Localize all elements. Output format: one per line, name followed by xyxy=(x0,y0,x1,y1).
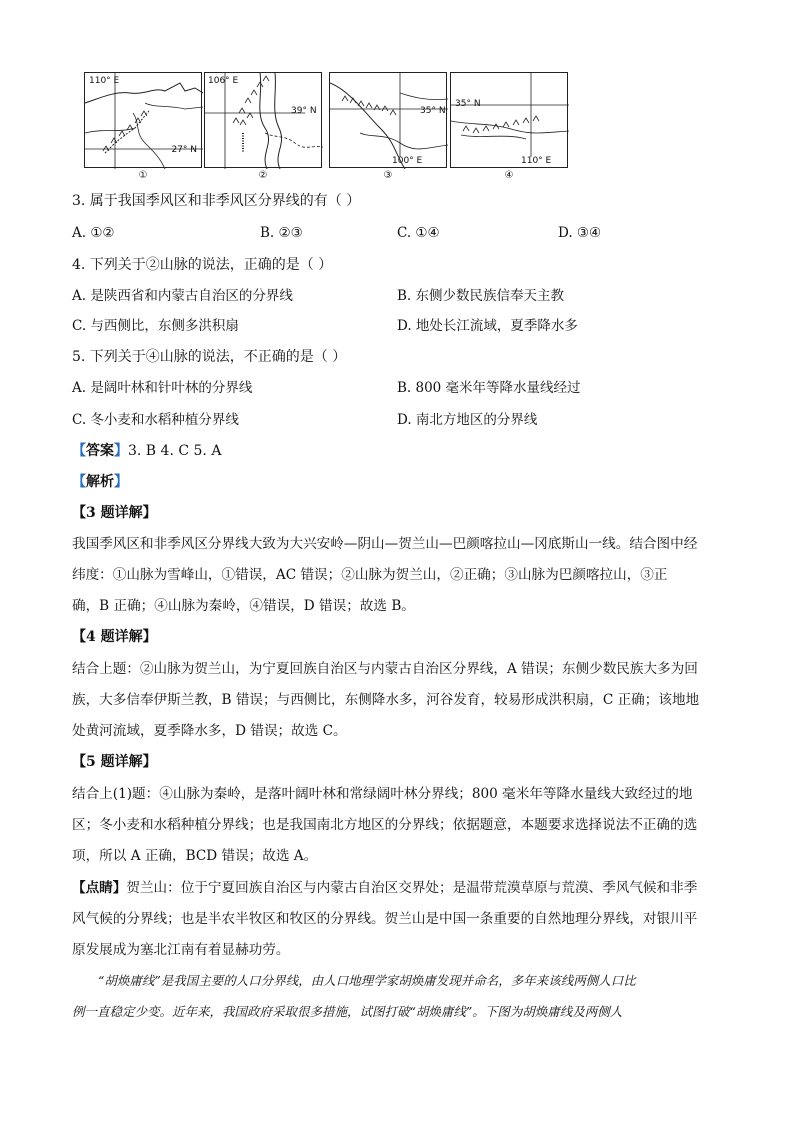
map-4-lon-label: 110° E xyxy=(521,156,552,166)
question-3-stem: 3. 属于我国季风区和非季风区分界线的有（ ） xyxy=(72,193,361,209)
map-4-number: ④ xyxy=(504,170,514,181)
detail-4-title: 【4 题详解】 xyxy=(72,629,157,645)
answer-text: 3. B 4. C 5. A xyxy=(128,443,222,459)
detail-3-title: 【3 题详解】 xyxy=(72,505,157,521)
tip-line-1 xyxy=(72,873,722,904)
map-4 xyxy=(450,72,568,168)
q4-option-b: B. 东侧少数民族信奉天主教 xyxy=(397,288,565,304)
q5-option-a: A. 是阔叶林和针叶林的分界线 xyxy=(72,380,253,396)
detail-5-title: 【5 题详解】 xyxy=(72,754,157,770)
q5-option-b: B. 800 毫米年等降水量线经过 xyxy=(397,380,581,396)
q4-option-c: C. 与西侧比，东侧多洪积扇 xyxy=(72,318,239,334)
map-2 xyxy=(204,72,322,168)
map-2-number: ② xyxy=(258,170,268,181)
question-5-stem: 5. 下列关于④山脉的说法，不正确的是（ ） xyxy=(72,349,347,365)
q5-option-c: C. 冬小麦和水稻种植分界线 xyxy=(72,412,239,428)
question-4-stem: 4. 下列关于②山脉的说法，正确的是（ ） xyxy=(72,257,333,273)
tip-text-1: 贺兰山：位于宁夏回族自治区与内蒙古自治区交界处；是温带荒漠草原与荒漠、季风气候和非季 xyxy=(126,880,698,896)
q3-option-c: C. ①④ xyxy=(397,225,440,241)
map-2-lon-label: 106° E xyxy=(208,76,239,86)
map-3-drawing xyxy=(330,73,448,169)
next-passage-line-2: 例一直稳定少变。近年来，我国政府采取很多措施，试图打破“胡焕庸线”。下图为胡焕庸线及两侧人 xyxy=(72,1004,623,1019)
answer-line: 【答案】3. B 4. C 5. A xyxy=(72,443,222,459)
map-4-drawing xyxy=(451,73,569,169)
tip-label: 【点睛】 xyxy=(72,880,127,896)
figure-maps xyxy=(84,72,720,184)
map-1 xyxy=(84,72,202,168)
q3-option-b: B. ②③ xyxy=(260,225,303,241)
q5-option-d: D. 南北方地区的分界线 xyxy=(397,412,538,428)
q3-option-d: D. ③④ xyxy=(558,225,602,241)
analysis-heading: 【解析】 xyxy=(72,474,128,490)
analysis-label: 解析 xyxy=(86,474,114,490)
map-1-lon-label: 110° E xyxy=(89,76,120,86)
detail-5-line-3: 项，所以 A 正确，BCD 错误；故选 A。 xyxy=(72,848,318,864)
map-4-lat-label: 35° N xyxy=(455,99,481,109)
map-2-drawing xyxy=(205,73,323,169)
detail-3-line-2: 纬度：①山脉为雪峰山，①错误，AC 错误；②山脉为贺兰山，②正确；③山脉为巴颜喀拉山，③正 xyxy=(72,567,668,583)
detail-3-line-3: 确，B 正确；④山脉为秦岭，④错误，D 错误；故选 B。 xyxy=(72,598,415,614)
map-3-number: ③ xyxy=(383,170,393,181)
tip-section xyxy=(72,873,722,966)
tip-line-2: 风气候的分界线；也是半农半牧区和牧区的分界线。贺兰山是中国一条重要的自然地理分界线，对银川平 xyxy=(72,911,698,927)
detail-5-line-1: 结合上(1)题：④山脉为秦岭，是落叶阔叶林和常绿阔叶林分界线；800 毫米年等降水量线大致经过的地 xyxy=(72,786,693,802)
map-3 xyxy=(329,72,447,168)
map-1-lat-label: 27° N xyxy=(171,145,197,155)
q4-option-d: D. 地处长江流域，夏季降水多 xyxy=(397,318,578,334)
detail-3-line-1: 我国季风区和非季风区分界线大致为大兴安岭—阴山—贺兰山—巴颜喀拉山—冈底斯山一线。结合图中经 xyxy=(72,536,698,552)
map-1-number: ① xyxy=(138,170,148,181)
q4-option-a: A. 是陕西省和内蒙古自治区的分界线 xyxy=(72,288,293,304)
answer-label: 答案 xyxy=(86,443,114,459)
detail-4-line-2: 族，大多信奉伊斯兰教，B 错误；与西侧比，东侧降水多，河谷发育，较易形成洪积扇，C 正确；该地地 xyxy=(72,692,700,708)
detail-5-body xyxy=(72,779,722,872)
tip-line-3: 原发展成为塞北江南有着显赫功劳。 xyxy=(72,942,290,958)
map-3-lat-label: 35° N xyxy=(420,106,446,116)
q3-option-a: A. ①② xyxy=(72,225,115,241)
detail-4-body xyxy=(72,654,722,747)
detail-3-body xyxy=(72,529,722,622)
detail-4-line-1: 结合上题：②山脉为贺兰山，为宁夏回族自治区与内蒙古自治区分界线，A 错误；东侧少数民族大多为回 xyxy=(72,661,698,677)
map-3-lon-label: 100° E xyxy=(392,156,423,166)
detail-5-line-2: 区；冬小麦和水稻种植分界线；也是我国南北方地区的分界线；依据题意，本题要求选择说法不正确的选 xyxy=(72,817,698,833)
map-2-lat-label: 39° N xyxy=(291,106,317,116)
next-passage-line-1: “胡焕庸线”是我国主要的人口分界线，由人口地理学家胡焕庸发现并命名，多年来该线两侧人口比 xyxy=(98,973,636,988)
detail-4-line-3: 处黄河流域，夏季降水多，D 错误；故选 C。 xyxy=(72,723,347,739)
